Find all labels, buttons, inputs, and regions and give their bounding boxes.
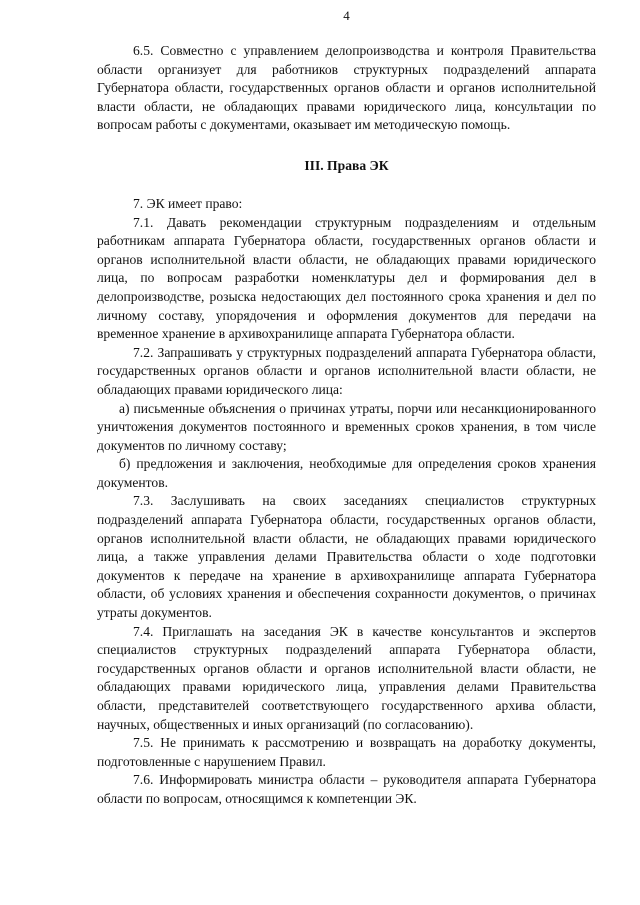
paragraph-6-5: 6.5. Совместно с управлением делопроизводства и контроля Правительства области организует для работников структурных подразделений аппарата Губернатора области, государственных органов области и органов исполнительной власти области, не обладающих правами юридического лица, консультации по вопросам работы с документами, оказывает им методическую помощь. bbox=[97, 43, 596, 133]
paragraph-7-4: 7.4. Приглашать на заседания ЭК в качестве консультантов и экспертов специалистов структурных подразделений аппарата Губернатора области, государственных органов области и органов исполнительной власти области, не обладающих правами юридического лица, управления делами Правительства области, представителей соответствующего государственного архива области, научных, общественных и иных организаций (по согласованию). bbox=[97, 623, 596, 732]
paragraph-7-6: 7.6. Информировать министра области – руководителя аппарата Губернатора области по вопросам, относящимся к компетенции ЭК. bbox=[97, 772, 596, 806]
paragraph-7: 7. ЭК имеет право: bbox=[133, 195, 243, 211]
paragraph-7-2: 7.2. Запрашивать у структурных подразделений аппарата Губернатора области, государственных органов области и органов исполнительной власти области, не обладающих правами юридического лица: bbox=[97, 344, 596, 397]
paragraph-7-5: 7.5. Не принимать к рассмотрению и возвращать на доработку документы, подготовленные с нарушением Правил. bbox=[97, 735, 596, 769]
paragraph-7-2-b: б) предложения и заключения, необходимые для определения сроков хранения документов. bbox=[97, 456, 596, 490]
section-heading: III. Права ЭК bbox=[304, 157, 389, 173]
paragraph-7-1: 7.1. Давать рекомендации структурным подразделениям и отдельным работникам аппарата Губернатора области, государственных органов области и органов исполнительной власти области, не обладающих правами юридического лица, по вопросам разработки номенклатуры дел и формирования дел в делопроизводстве, розыска недостающих дел постоянного срока хранения и дел по личному составу, упорядочения и оформления документов для передачи на временное хранение в архивохранилище аппарата Губернатора области. bbox=[97, 214, 596, 342]
page-number: 4 bbox=[343, 8, 350, 23]
paragraph-7-2-a: а) письменные объяснения о причинах утраты, порчи или несанкционированного уничтожения документов постоянного и временных сроков хранения, в том числе документов по личному составу; bbox=[97, 400, 596, 453]
paragraph-7-3: 7.3. Заслушивать на своих заседаниях специалистов структурных подразделений аппарата Губернатора области, государственных органов области, органов исполнительной власти области, не обладающих правами юридического лица, а также управления делами Правительства области о ходе подготовки документов к передаче на хранение в архивохранилище аппарата Губернатора области, об условиях хранения и обеспечения сохранности документов, о причинах утраты документов. bbox=[97, 493, 596, 621]
